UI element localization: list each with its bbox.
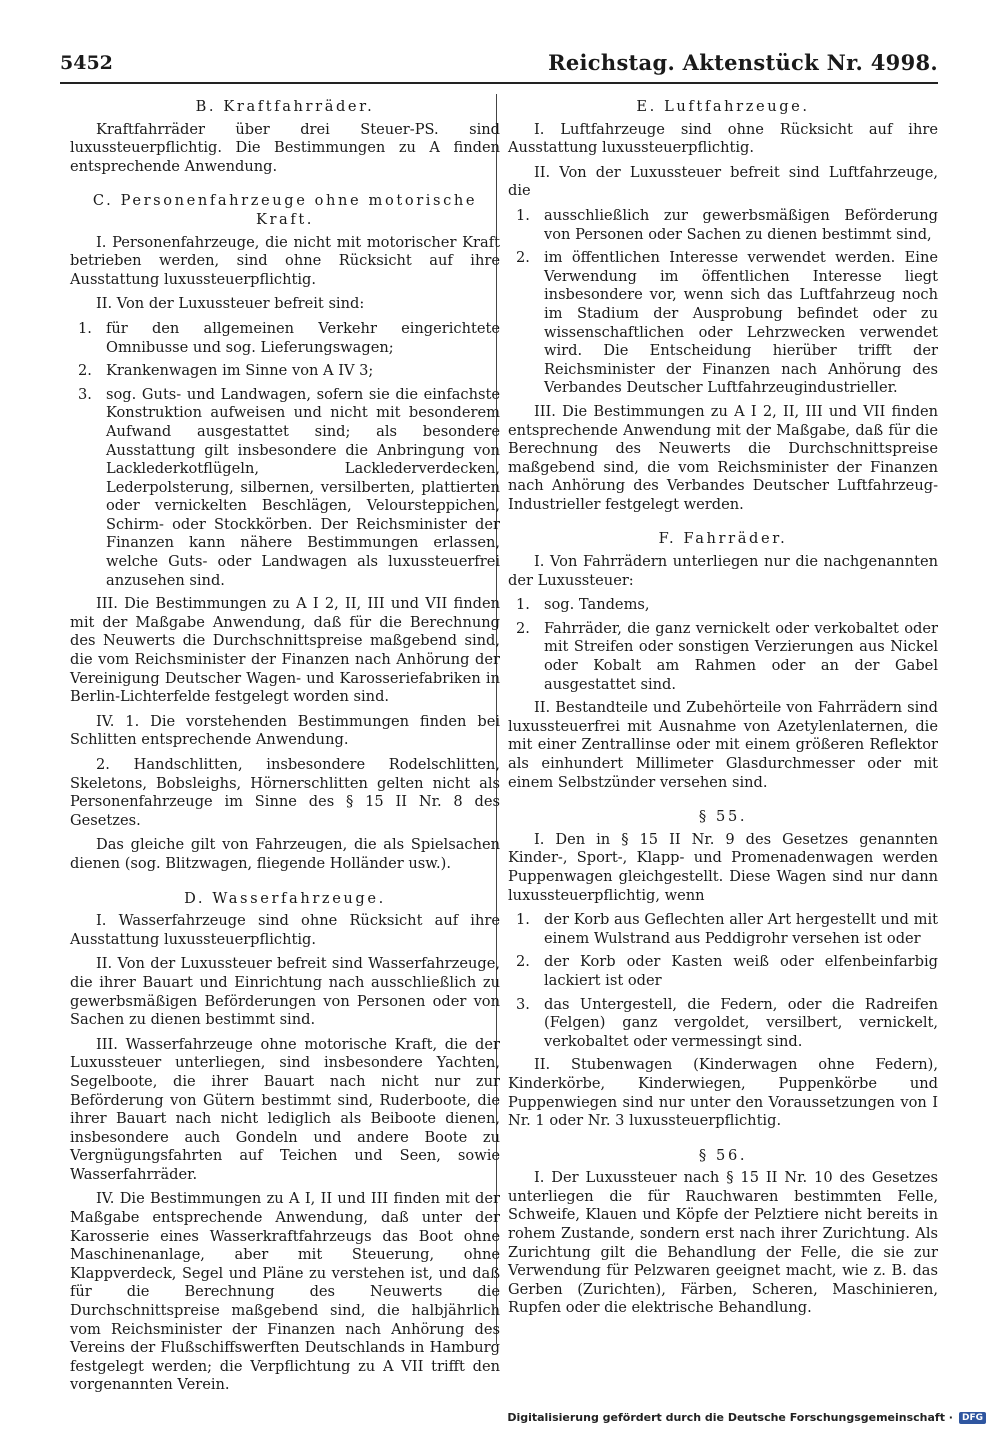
list-number: 1. — [516, 596, 530, 614]
list-item — [508, 596, 938, 615]
list-item — [70, 320, 500, 357]
list-number: 1. — [78, 319, 92, 337]
list-item-text: Krankenwagen im Sinne von A IV 3; — [106, 362, 374, 380]
list-item-text: das Untergestell, die Federn, oder die Radreifen (Felgen) ganz vergoldet, versilbert, vernickelt, verkobaltet oder vermessingt sind. — [544, 995, 938, 1050]
list-item-text: ausschließlich zur gewerbsmäßigen Beförderung von Personen oder Sachen zu dienen bestimmt sind, — [544, 206, 938, 243]
paragraph: I. Der Luxussteuer nach § 15 II Nr. 10 des Gesetzes unterliegen die für Rauchwaren bestimmten Felle, Schweife, Klauen und Köpfe der Pelztiere nicht bereits in rohem Zustande, sondern erst nach ihrer Zurichtung. Als Zurichtung gilt die Behandlung der Felle, die sie zur Verwendung für Pelzwaren geeignet macht, wie z. B. das Gerben (Zurichten), Färben, Scheren, Maschinieren, Rupfen oder die elektrische Behandlung. — [508, 1169, 938, 1317]
paragraph: II. Bestandteile und Zubehörteile von Fahrrädern sind luxussteuerfrei mit Ausnahme von Azetylenlaternen, die mit einer Zentrallinse oder mit einem größeren Reflektor als einhundert Millimeter Glasdurchmesser oder mit einem Selbstzünder versehen sind. — [508, 699, 938, 791]
paragraph: IV. Die Bestimmungen zu A I, II und III finden mit der Maßgabe entsprechende Anwendung, daß unter der Karosserie eines Wasserkraftfahrzeugs das Boot ohne Maschinenanlage, aber mit Steuerung, ohne Klappverdeck, Segel und Pläne zu verstehen ist, und daß für die Berechnung des Neuwerts die Durchschnittspreise maßgebend sind, die halbjährlich vom Reichsminister der Finanzen nach Anhörung des Vereins der Flußschiffswerften Deutschlands in Hamburg festgelegt werden; die Verpflichtung zu A VII trifft den vorgenannten Verein. — [70, 1190, 500, 1394]
list-item — [70, 362, 500, 381]
list-number: 1. — [516, 206, 530, 224]
paragraph: Das gleiche gilt von Fahrzeugen, die als Spielsachen dienen (sog. Blitzwagen, fliegende Holländer usw.). — [70, 836, 500, 872]
paragraph: I. Von Fahrrädern unterliegen nur die nachgenannten der Luxussteuer: — [508, 553, 938, 589]
list-number: 2. — [516, 249, 530, 267]
paragraph: Kraftfahrräder über drei Steuer-PS. sind luxussteuerpflichtig. Die Bestimmungen zu A finden entsprechende Anwendung. — [70, 120, 500, 175]
list-number: 3. — [516, 995, 530, 1013]
page-number: 5452 — [60, 52, 113, 74]
list-item-text: der Korb oder Kasten weiß oder elfenbeinfarbig lackiert ist oder — [544, 953, 938, 989]
paragraph: I. Den in § 15 II Nr. 9 des Gesetzes genannten Kinder-, Sport-, Klapp- und Promenadenwagen werden Puppenwagen gleichgestellt. Diese Wagen sind nur dann luxussteuerpflichtig, wenn — [508, 830, 938, 904]
list-number: 3. — [78, 385, 92, 403]
list-number: 1. — [516, 911, 530, 929]
list-item-text: sog. Tandems, — [544, 596, 650, 614]
list-item — [70, 386, 500, 591]
paragraph: IV. 1. Die vorstehenden Bestimmungen finden bei Schlitten entsprechende Anwendung. — [70, 712, 500, 749]
left-column — [70, 96, 500, 1401]
paragraph: III. Die Bestimmungen zu A I 2, II, III und VII finden entsprechende Anwendung mit der Maßgabe, daß für die Berechnung des Neuwerts die Durchschnittspreise maßgebend sind, die vom Reichsminister der Finanzen nach Anhörung des Verbandes Deutscher Luftfahrzeug-Industrieller festgelegt werden. — [508, 402, 938, 513]
dfg-logo-icon: DFG — [959, 1412, 986, 1424]
paragraph: I. Personenfahrzeuge, die nicht mit motorischer Kraft betrieben werden, sind ohne Rücksicht auf ihre Ausstattung luxussteuerpflichtig. — [70, 233, 500, 288]
paragraph: I. Wasserfahrzeuge sind ohne Rücksicht auf ihre Ausstattung luxussteuerpflichtig. — [70, 912, 500, 948]
section-heading-c: C. Personenfahrzeuge ohne motorische Kraft. — [92, 192, 478, 228]
paragraph: II. Von der Luxussteuer befreit sind Luftfahrzeuge, die — [508, 163, 938, 200]
list-item — [508, 249, 938, 398]
section-heading-s55: § 55. — [698, 808, 748, 826]
section-heading-e: E. Luftfahrzeuge. — [636, 98, 810, 115]
section-heading-s56: § 56. — [698, 1146, 748, 1164]
list-item — [508, 953, 938, 990]
paragraph: II. Von der Luxussteuer befreit sind: — [96, 295, 365, 313]
paragraph: II. Von der Luxussteuer befreit sind Wasserfahrzeuge, die ihrer Bauart und Einrichtung nach ausschließlich zu gewerbsmäßigen Beförderungen von Personen oder von Sachen zu dienen bestimmt sind. — [70, 955, 500, 1029]
section-heading-f: F. Fahrräder. — [658, 530, 788, 548]
paragraph: III. Wasserfahrzeuge ohne motorische Kraft, die der Luxussteuer unterliegen, sind insbesondere Yachten, Segelboote, die ihrer Bauart nach nicht nur zur Beförderung von Gütern bestimmt sind, Ruderboote, die ihrer Bauart nach nicht lediglich als Beiboote dienen, insbesondere auch Gondeln und andere Boote zu Vergnügungsfahrten auf Teichen und Seen, sowie Wasserfahrräder. — [70, 1035, 500, 1183]
list-item-text: der Korb aus Geflechten aller Art hergestellt und mit einem Wulstrand aus Peddigrohr versehen ist oder — [544, 911, 938, 947]
running-title: Reichstag. Aktenstück Nr. 4998. — [548, 50, 938, 75]
list-item — [508, 620, 938, 694]
list-number: 2. — [78, 362, 92, 380]
section-heading-b: B. Kraftfahrräder. — [195, 98, 375, 115]
paragraph: I. Luftfahrzeuge sind ohne Rücksicht auf ihre Ausstattung luxussteuerpflichtig. — [508, 120, 938, 157]
list-item-text: sog. Guts- und Landwagen, sofern sie die einfachste Konstruktion aufweisen und nicht mit besonderem Aufwand ausgestattet sind; als besondere Ausstattung gilt insbesondere die Anbringung von Lacklederkotflügeln, Lacklederverdecken, Lederpolsterung, silbernen, versilberten, plattierten oder vernickelten Beschlägen, Veloursteppichen, Schirm- oder Stockkörben. Der Reichsminister der Finanzen kann nähere Bestimmungen erlassen, welche Guts- oder Landwagen als luxussteuerfrei anzusehen sind. — [106, 385, 500, 589]
right-column — [508, 96, 938, 1324]
paragraph: 2. Handschlitten, insbesondere Rodelschlitten, Skeletons, Bobsleighs, Hörnerschlitten gelten nicht als Personenfahrzeuge im Sinne des § 15 II Nr. 8 des Gesetzes. — [70, 756, 500, 829]
list-item-text: Fahrräder, die ganz vernickelt oder verkobaltet oder mit Streifen oder sonstigen Verzierungen aus Nickel oder Kobalt am Rahmen oder an der Gabel ausgestattet sind. — [544, 619, 938, 693]
list-item-text: für den allgemeinen Verkehr eingerichtete Omnibusse und sog. Lieferungswagen; — [106, 319, 500, 356]
paragraph: III. Die Bestimmungen zu A I 2, II, III und VII finden mit der Maßgabe Anwendung, daß für die Berechnung des Neuwerts die Durchschnittspreise maßgebend sind, die vom Reichsminister der Finanzen nach Anhörung der Vereinigung Deutscher Wagen- und Karosseriefabriken in Berlin-Lichterfelde festgelegt worden sind. — [70, 595, 500, 706]
digitization-footer — [507, 1411, 986, 1424]
list-number: 2. — [516, 953, 530, 971]
list-item — [508, 207, 938, 244]
list-item — [508, 911, 938, 948]
page-header — [60, 50, 938, 84]
list-number: 2. — [516, 619, 530, 637]
list-item — [508, 996, 938, 1052]
list-item-text: im öffentlichen Interesse verwendet werden. Eine Verwendung im öffentlichen Interesse liegt insbesondere vor, wenn sich das Luftfahrzeug noch im Stadium der Ausprobung befindet oder zu wissenschaftlichen oder Lehrzwecken verwendet wird. Die Entscheidung hierüber trifft der Reichsminister der Finanzen nach Anhörung des Verbandes Deutscher Luftfahrzeugindustrieller. — [544, 249, 938, 397]
paragraph: II. Stubenwagen (Kinderwagen ohne Federn), Kinderkörbe, Kinderwiegen, Puppenkörbe und Puppenwiegen sind nur unter den Voraussetzungen von I Nr. 1 oder Nr. 3 luxussteuerpflichtig. — [508, 1056, 938, 1130]
footer-credit: Digitalisierung gefördert durch die Deutsche Forschungsgemeinschaft · — [507, 1411, 953, 1424]
section-heading-d: D. Wasserfahrzeuge. — [184, 889, 386, 907]
